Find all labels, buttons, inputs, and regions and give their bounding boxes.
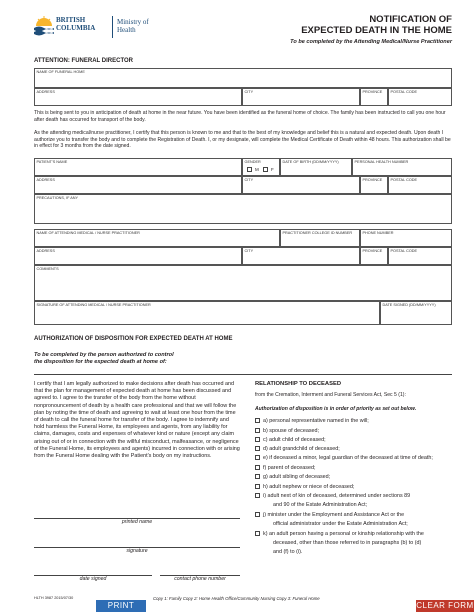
form-subtitle: To be completed by the Attending Medical/Nurse Practitioner <box>290 39 452 45</box>
relationship-option[interactable] <box>255 512 460 519</box>
field-label: PERSONAL HEALTH NUMBER <box>354 160 409 164</box>
field-label: PROVINCE <box>362 178 383 182</box>
relationship-checkbox[interactable] <box>255 437 260 442</box>
relationship-heading: RELATIONSHIP TO DECEASED <box>255 381 341 387</box>
relationship-option[interactable] <box>255 484 460 491</box>
patient-province-field[interactable] <box>360 176 388 194</box>
gender-f-label: F <box>271 167 274 172</box>
comments-field[interactable] <box>34 265 452 301</box>
ministry-line-1: Ministry of <box>117 18 149 26</box>
patient-name-field[interactable] <box>34 158 242 176</box>
gender-m-label: M <box>255 167 259 172</box>
funeral-home-address-field[interactable] <box>34 88 242 106</box>
relationship-option[interactable] <box>255 474 460 481</box>
relationship-checkbox[interactable] <box>255 455 260 460</box>
contact-phone-caption: contact phone number <box>174 576 226 582</box>
field-label: CITY <box>244 249 254 253</box>
title-line-2: EXPECTED DEATH IN THE HOME <box>301 25 452 36</box>
relationship-option[interactable] <box>255 455 460 462</box>
authorization-subheading-line-2: the disposition for the expected death at home of: <box>34 359 167 365</box>
relationship-checkbox[interactable] <box>255 465 260 470</box>
field-label: ADDRESS <box>36 249 55 253</box>
dob-field[interactable] <box>280 158 352 176</box>
relationship-option-continuation: deceased, other than those referred to in paragraphs (b) to (d) <box>273 540 422 546</box>
ministry-divider <box>112 16 113 38</box>
attention-heading: ATTENTION: FUNERAL DIRECTOR <box>34 58 133 64</box>
print-button[interactable]: PRINT <box>96 600 146 612</box>
printed-name-caption: printed name <box>121 519 153 525</box>
phn-field[interactable] <box>352 158 452 176</box>
precautions-field[interactable] <box>34 194 452 224</box>
field-label: DATE SIGNED (DD/MM/YYYY) <box>382 303 436 307</box>
relationship-option-label: h) adult nephew or niece of deceased; <box>263 484 355 490</box>
certification-paragraph: As the attending medical/nurse practitioner, I certify that this person is known to me and that to the best of my knowledge and belief this is a natural and expected death. Upon death I authorize you to transfer the body and to complete the Registration of Death. I, or my designate, will complete the Medical Certificate of Death within 48 hours. This authorization shall be in effect for 3 months from the date signed. <box>34 130 451 149</box>
field-label: CITY <box>244 178 254 182</box>
bc-logo <box>34 12 118 42</box>
patient-city-field[interactable] <box>242 176 360 194</box>
gender-f-checkbox[interactable] <box>263 167 268 172</box>
form-title <box>301 14 452 36</box>
relationship-checkbox[interactable] <box>255 531 260 536</box>
form-code: HLTH 3987 2015/07/30 <box>34 596 74 600</box>
practitioner-province-field[interactable] <box>360 247 388 265</box>
field-label: PRECAUTIONS, IF ANY <box>36 196 79 200</box>
relationship-option[interactable] <box>255 531 460 538</box>
relationship-option-continuation: and (f) to (i). <box>273 549 303 555</box>
field-label: PATIENT'S NAME <box>36 160 68 164</box>
practitioner-name-field[interactable] <box>34 229 280 247</box>
ministry-line-2: Health <box>117 26 136 34</box>
practitioner-city-field[interactable] <box>242 247 360 265</box>
relationship-checkbox[interactable] <box>255 493 260 498</box>
authorization-subheading-line-1: To be completed by the person authorized to control <box>34 352 174 358</box>
field-label: NAME OF FUNERAL HOME <box>36 70 85 74</box>
relationship-option[interactable] <box>255 418 460 425</box>
relationship-option[interactable] <box>255 493 460 500</box>
patient-postal-field[interactable] <box>388 176 452 194</box>
field-label: DATE OF BIRTH (DD/MM/YYYY) <box>282 160 339 164</box>
bc-logo-text: BRITISH COLUMBIA <box>56 16 96 32</box>
relationship-checkbox[interactable] <box>255 428 260 433</box>
relationship-checkbox[interactable] <box>255 446 260 451</box>
relationship-option-continuation: and 90 of the Estate Administration Act; <box>273 502 368 508</box>
relationship-option-label: a) personal representative named in the will; <box>263 418 369 424</box>
funeral-home-postal-field[interactable] <box>388 88 452 106</box>
practitioner-address-field[interactable] <box>34 247 242 265</box>
field-label: CITY <box>244 90 254 94</box>
field-label: POSTAL CODE <box>390 178 418 182</box>
gender-f-option[interactable] <box>263 167 274 172</box>
certify-paragraph: I certify that I am legally authorized to make decisions after death has occurred and that the plan for management of expected death at home has been discussed and agreed to. I agree to the transfer of the body from the home without nonpronouncement of death by a health care professional and that we will follow the plan by noting the time of death and agreeing to wait at least one hour from the time of death to call the funeral home for transfer of the body. I agree to indemnify and hold harmless the Funeral Home, its employees and agents, from any liability for claims, damages, costs and expenses of whatever kind or nature (except any claim arising out of or in connection with the willful misconduct, malfeasance, or negligence of the Funeral Home, its employees and agents) incurred in connection with or arising from the Funeral Home dealing with the Patient's body on my instructions. <box>34 381 240 460</box>
relationship-option[interactable] <box>255 428 460 435</box>
field-label: PROVINCE <box>362 249 383 253</box>
relationship-source: from the Cremation, Interment and Funeral Services Act, Sec 5 (1): <box>255 392 406 398</box>
ministry-name <box>117 18 149 34</box>
practitioner-phone-field[interactable] <box>360 229 452 247</box>
field-label: SIGNATURE OF ATTENDING MEDICAL / NURSE PRACTITIONER <box>36 303 151 307</box>
relationship-checkbox[interactable] <box>255 418 260 423</box>
gender-field <box>242 158 280 176</box>
notice-paragraph: This is being sent to you in anticipation of death at home in the near future. You have been identified as the funeral home of choice. The family has been instructed to call you one hour after death has occurred for transport of the body. <box>34 110 446 123</box>
funeral-home-name-field[interactable] <box>34 68 452 88</box>
funeral-home-province-field[interactable] <box>360 88 388 106</box>
relationship-option-label: d) adult grandchild of deceased; <box>263 446 340 452</box>
relationship-option[interactable] <box>255 465 460 472</box>
relationship-option-label: g) adult sibling of deceased; <box>263 474 331 480</box>
gender-m-option[interactable] <box>247 167 259 172</box>
title-line-1: NOTIFICATION OF <box>369 14 452 25</box>
field-label: COMMENTS <box>36 267 59 271</box>
field-label: PHONE NUMBER <box>362 231 394 235</box>
field-label: ADDRESS <box>36 90 55 94</box>
relationship-checkbox[interactable] <box>255 512 260 517</box>
relationship-priority: Authorization of disposition is in order of priority as set out below. <box>255 406 417 412</box>
copy-distribution: Copy 1: Family Copy 2: Home Health Office/Community Nursing Copy 3: Funeral Home <box>153 596 320 601</box>
field-label: PROVINCE <box>362 90 383 94</box>
relationship-option-label: c) adult child of deceased; <box>263 437 326 443</box>
relationship-option-label: k) an adult person having a personal or kinship relationship with the <box>263 531 424 537</box>
college-id-field[interactable] <box>280 229 360 247</box>
field-label: POSTAL CODE <box>390 90 418 94</box>
sun-wave-icon <box>34 14 54 36</box>
relationship-option-label: e) if deceased a minor, legal guardian of the deceased at time of death; <box>263 455 433 461</box>
field-label: ADDRESS <box>36 178 55 182</box>
relationship-checkbox[interactable] <box>255 474 260 479</box>
field-label: PRACTITIONER COLLEGE ID NUMBER <box>282 231 353 235</box>
field-label: GENDER <box>244 160 261 164</box>
relationship-option-label: f) parent of deceased; <box>263 465 316 471</box>
gender-m-checkbox[interactable] <box>247 167 252 172</box>
authorization-heading: AUTHORIZATION OF DISPOSITION FOR EXPECTED DEATH AT HOME <box>34 336 233 342</box>
relationship-option-label: j) minister under the Employment and Assistance Act or the <box>263 512 405 518</box>
deceased-name-line[interactable] <box>34 374 452 375</box>
authorization-subheading <box>34 352 174 366</box>
field-label: NAME OF ATTENDING MEDICAL / NURSE PRACTITIONER <box>36 231 140 235</box>
clear-form-button[interactable]: CLEAR FORM <box>416 601 474 610</box>
funeral-home-city-field[interactable] <box>242 88 360 106</box>
field-label: POSTAL CODE <box>390 249 418 253</box>
relationship-option[interactable] <box>255 446 460 453</box>
signature-caption: signature <box>126 548 148 554</box>
relationship-option-label: i) adult next of kin of deceased, determined under sections 89 <box>263 493 411 499</box>
relationship-option-label: b) spouse of deceased; <box>263 428 320 434</box>
patient-address-field[interactable] <box>34 176 242 194</box>
relationship-option[interactable] <box>255 437 460 444</box>
relationship-checkbox[interactable] <box>255 484 260 489</box>
practitioner-signature-field[interactable] <box>34 301 380 325</box>
practitioner-postal-field[interactable] <box>388 247 452 265</box>
relationship-option-continuation: official administrator under the Estate Administration Act; <box>273 521 408 527</box>
practitioner-date-signed-field[interactable] <box>380 301 452 325</box>
date-signed-caption: date signed <box>79 576 107 582</box>
